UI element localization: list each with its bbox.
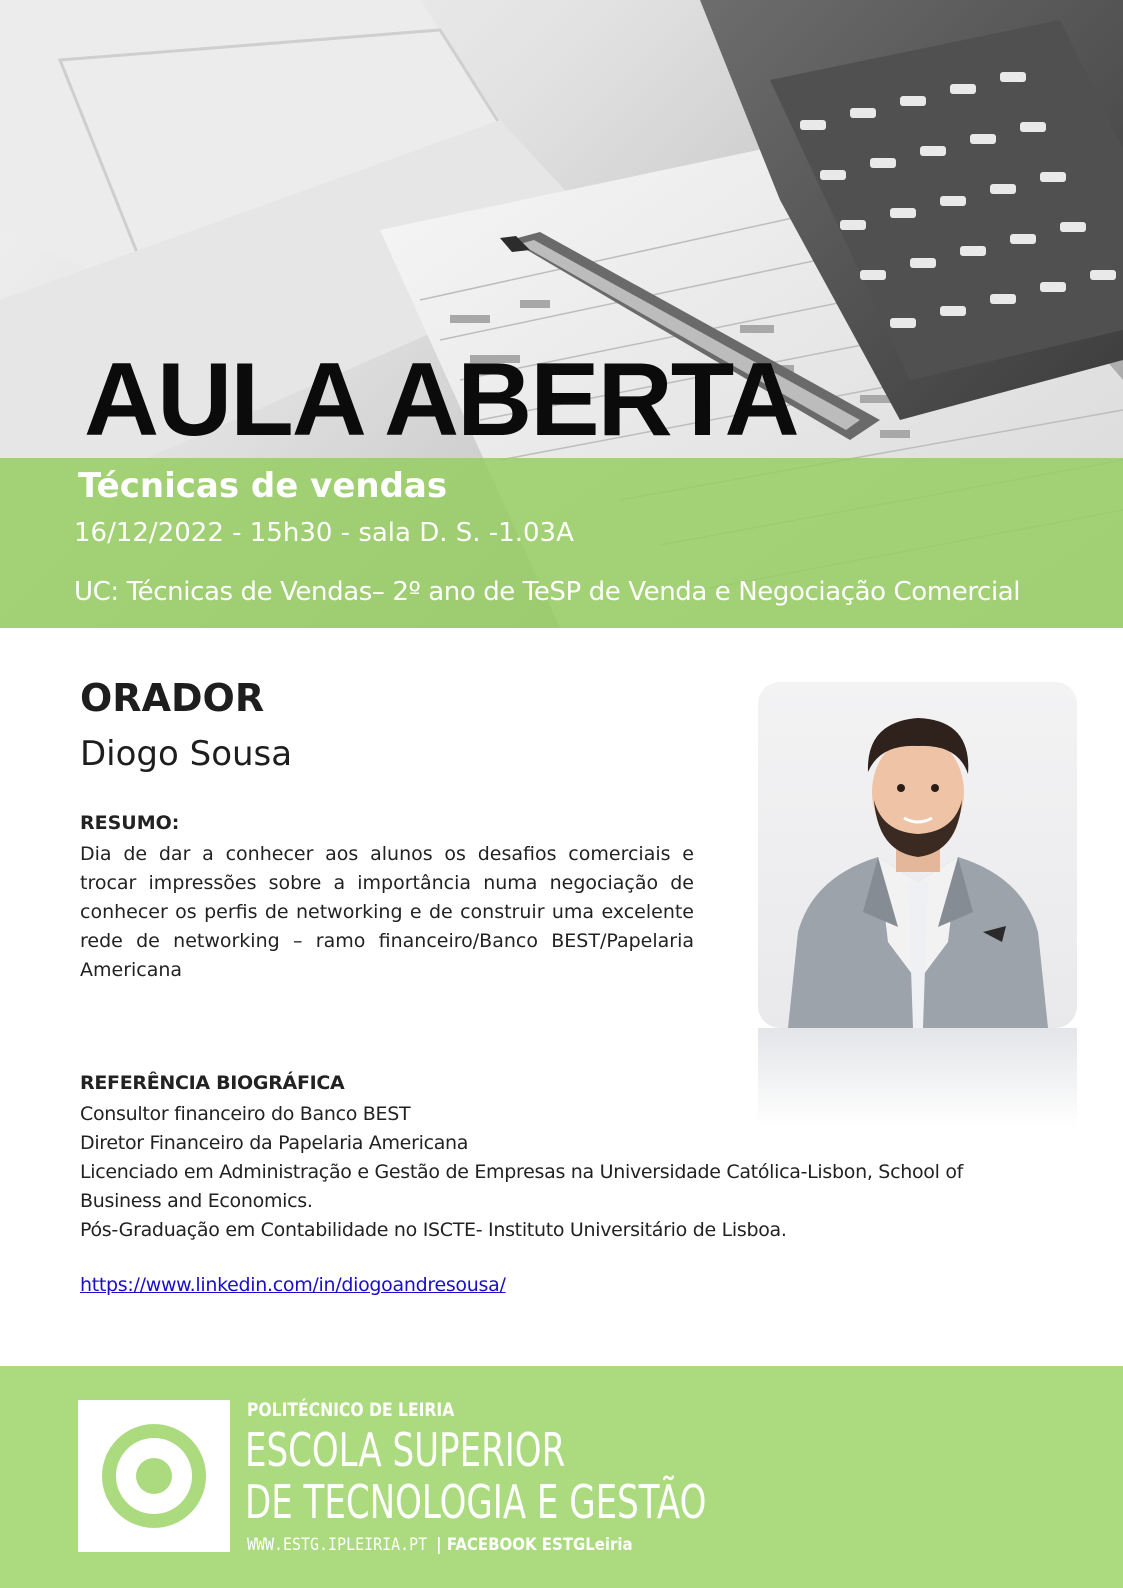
bio-item: Diretor Financeiro da Papelaria Americana (80, 1132, 469, 1154)
event-subtitle: Técnicas de vendas (78, 466, 448, 506)
bio-heading: REFERÊNCIA BIOGRÁFICA (80, 1072, 345, 1094)
school-name-line1: ESCOLA SUPERIOR (245, 1423, 566, 1477)
summary-label: RESUMO: (80, 812, 180, 834)
bio-list (80, 1100, 1040, 1245)
event-title: AULA ABERTA (84, 342, 798, 458)
speaker-portrait-illustration (758, 682, 1077, 1028)
event-date-location: 16/12/2022 - 15h30 - sala D. S. -1.03A (74, 518, 574, 548)
linkedin-profile-link[interactable]: https://www.linkedin.com/in/diogoandresousa/ (80, 1274, 506, 1296)
footer-contacts (247, 1535, 633, 1555)
facebook-handle: | FACEBOOK ESTGLeiria (436, 1535, 633, 1555)
school-name-line2: DE TECNOLOGIA E GESTÃO (245, 1475, 707, 1529)
bio-item: Pós-Graduação em Contabilidade no ISCTE- Instituto Universitário de Lisboa. (80, 1219, 787, 1241)
course-unit-line: UC: Técnicas de Vendas– 2º ano de TeSP de Venda e Negociação Comercial (74, 577, 1021, 607)
bio-item: Consultor financeiro do Banco BEST (80, 1103, 411, 1125)
speaker-name: Diogo Sousa (80, 734, 293, 774)
hero-banner (0, 0, 1123, 628)
logo-box (78, 1400, 230, 1552)
institution-name: POLITÉCNICO DE LEIRIA (247, 1399, 455, 1421)
bio-item: Licenciado em Administração e Gestão de Empresas na Universidade Católica-Lisbon, School of Business and Economics. (80, 1161, 964, 1212)
speaker-heading: ORADOR (80, 676, 265, 720)
estg-circle-logo-icon (78, 1400, 230, 1552)
school-website: WWW.ESTG.IPLEIRIA.PT (247, 1535, 428, 1555)
speaker-photo (758, 682, 1077, 1028)
summary-text: Dia de dar a conhecer aos alunos os desafios comerciais e trocar impressões sobre a importância numa negociação de conhecer os perfis de networking e de construir uma excelente rede de networking – ramo financeiro/Banco BEST/Papelaria Americana (80, 843, 694, 981)
